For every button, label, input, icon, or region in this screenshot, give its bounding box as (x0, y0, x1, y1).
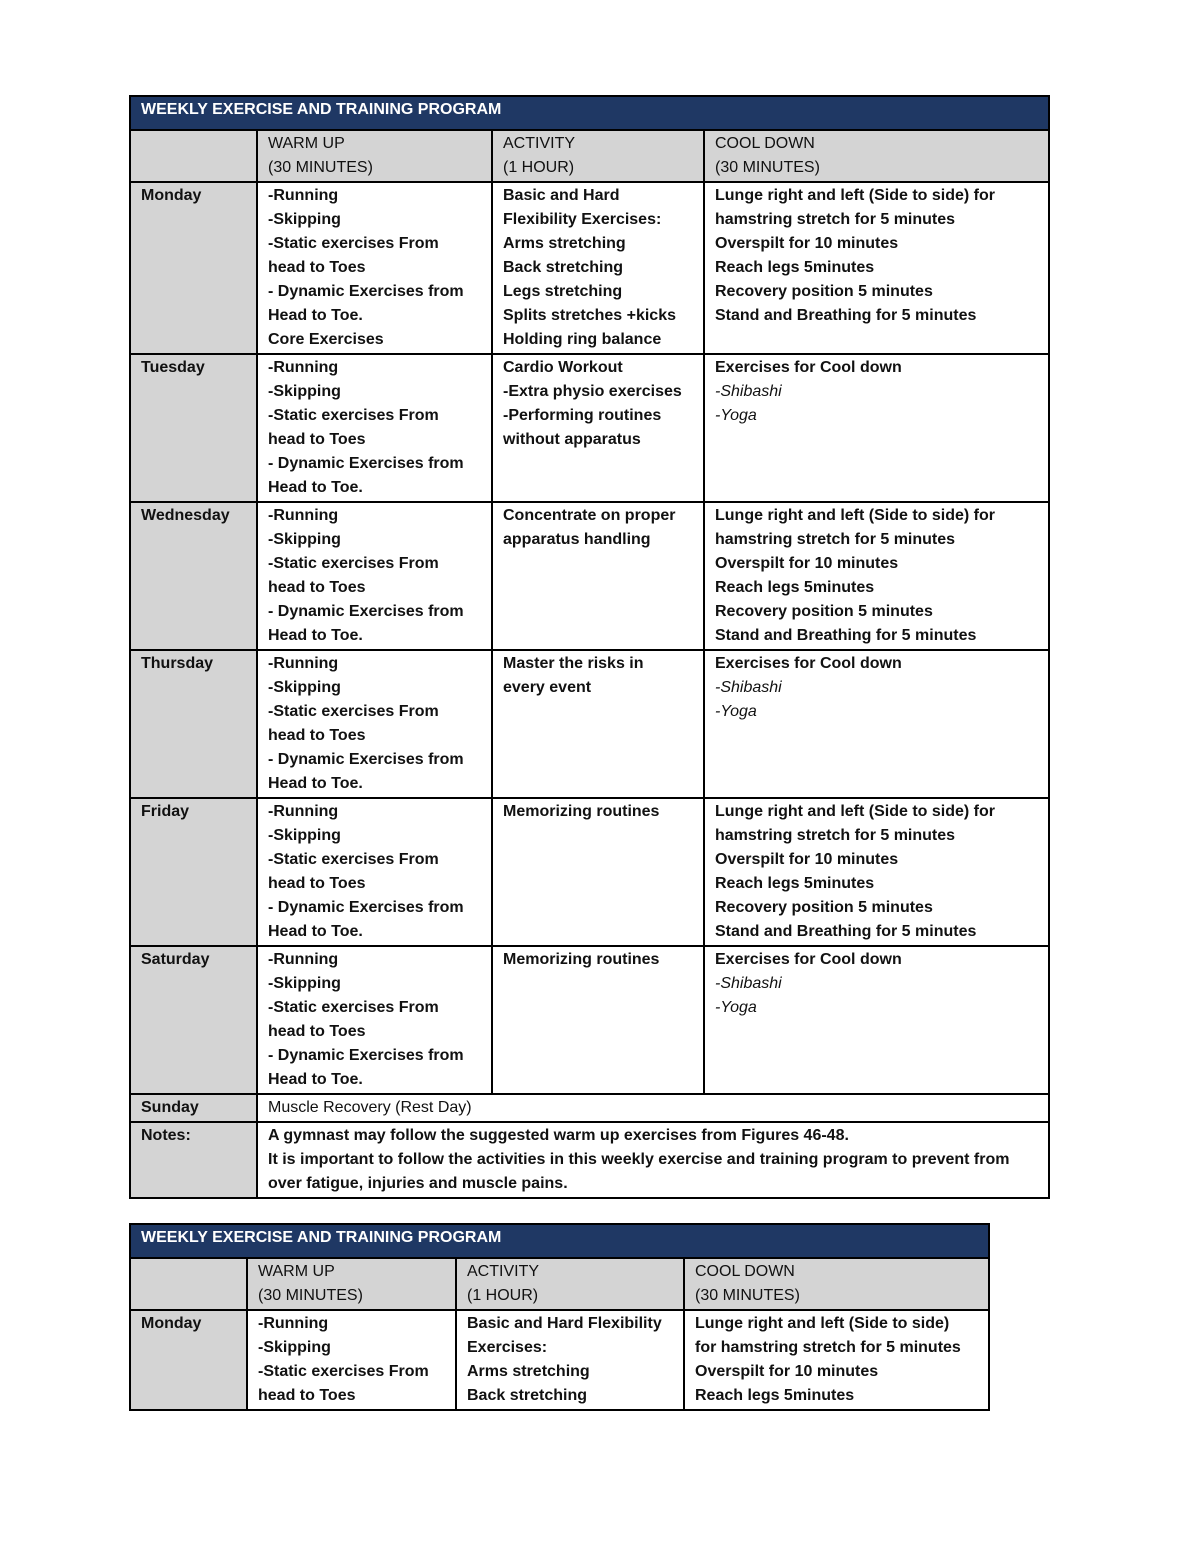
day-cell: Monday (130, 1310, 247, 1410)
cell-line: Overspilt for 10 minutes (715, 555, 899, 572)
cool-down-cell (704, 798, 1049, 946)
cell-line: Legs stretching (503, 283, 623, 300)
cool-down-cell (684, 1310, 989, 1410)
cell-line: Lunge right and left (Side to side) (695, 1315, 950, 1332)
cell-line: Head to Toe. (268, 479, 363, 496)
cell-line: -Yoga (715, 703, 757, 720)
activity-cell (492, 502, 704, 650)
warm-up-cell (257, 182, 492, 354)
header-line: WARM UP (268, 135, 345, 152)
cell-line: Exercises: (467, 1339, 548, 1356)
cell-line: Overspilt for 10 minutes (695, 1363, 879, 1380)
warm-up-cell (257, 946, 492, 1094)
cell-line: -Static exercises From (258, 1363, 429, 1380)
header-day (130, 130, 257, 182)
cell-line: -Static exercises From (268, 555, 439, 572)
cell-line: Lunge right and left (Side to side) for (715, 507, 995, 524)
cell-line: Recovery position 5 minutes (715, 603, 933, 620)
header-day (130, 1258, 247, 1310)
cell-line: Exercises for Cool down (715, 655, 902, 672)
activity-cell (456, 1310, 684, 1410)
cell-line: without apparatus (503, 431, 641, 448)
cell-line: Stand and Breathing for 5 minutes (715, 627, 977, 644)
table-row (130, 650, 1049, 798)
cell-line: -Yoga (715, 999, 757, 1016)
cell-line: Splits stretches +kicks (503, 307, 676, 324)
cell-line: Stand and Breathing for 5 minutes (715, 307, 977, 324)
cell-line: Holding ring balance (503, 331, 662, 348)
table-header-row (130, 130, 1049, 182)
day-cell: Saturday (130, 946, 257, 1094)
cell-line: Basic and Hard Flexibility (467, 1315, 662, 1332)
table-row (130, 946, 1049, 1094)
warm-up-cell (257, 354, 492, 502)
warm-up-cell (257, 798, 492, 946)
day-cell: Sunday (130, 1094, 257, 1122)
cell-line: hamstring stretch for 5 minutes (715, 531, 956, 548)
cool-down-cell (704, 182, 1049, 354)
table-title-row (130, 1224, 989, 1258)
header-activity (492, 130, 704, 182)
cell-line: -Static exercises From (268, 851, 439, 868)
cell-line: Flexibility Exercises: (503, 211, 662, 228)
table-body (130, 1310, 989, 1410)
warm-up-cell (257, 650, 492, 798)
header-line: (30 MINUTES) (268, 159, 373, 176)
cell-line: -Skipping (268, 211, 341, 228)
cell-line: -Static exercises From (268, 235, 439, 252)
cell-line: head to Toes (268, 727, 366, 744)
day-cell: Thursday (130, 650, 257, 798)
cell-line: -Skipping (268, 383, 341, 400)
table-body (130, 182, 1049, 1094)
notes-label: Notes: (130, 1122, 257, 1198)
cell-line: Recovery position 5 minutes (715, 283, 933, 300)
cell-line: head to Toes (268, 579, 366, 596)
header-line: (30 MINUTES) (695, 1287, 800, 1304)
day-cell: Friday (130, 798, 257, 946)
header-line: COOL DOWN (715, 135, 815, 152)
cell-line: Back stretching (467, 1387, 588, 1404)
cell-line: every event (503, 679, 592, 696)
cell-line: Lunge right and left (Side to side) for (715, 803, 995, 820)
notes-line: A gymnast may follow the suggested warm up exercises from Figures 46-48. (268, 1127, 849, 1144)
cell-line: Basic and Hard (503, 187, 620, 204)
rest-day-cell (257, 1094, 1049, 1122)
header-line: (1 HOUR) (503, 159, 575, 176)
cell-line: Head to Toe. (268, 923, 363, 940)
cell-line: -Static exercises From (268, 407, 439, 424)
cell-line: Reach legs 5minutes (715, 875, 875, 892)
table-row (130, 502, 1049, 650)
cell-line: Head to Toe. (268, 627, 363, 644)
table-title: WEEKLY EXERCISE AND TRAINING PROGRAM (130, 1224, 989, 1258)
cell-line: -Shibashi (715, 383, 782, 400)
cool-down-cell (704, 650, 1049, 798)
header-warm-up (257, 130, 492, 182)
cell-line: Head to Toe. (268, 775, 363, 792)
cell-line: - Dynamic Exercises from (268, 1047, 464, 1064)
cell-line: -Running (268, 187, 339, 204)
cell-line: -Skipping (258, 1339, 331, 1356)
cool-down-cell (704, 946, 1049, 1094)
header-line: (30 MINUTES) (715, 159, 820, 176)
header-activity (456, 1258, 684, 1310)
activity-cell (492, 650, 704, 798)
cell-line: -Static exercises From (268, 703, 439, 720)
table-row (130, 354, 1049, 502)
cell-line: -Static exercises From (268, 999, 439, 1016)
cell-line: - Dynamic Exercises from (268, 455, 464, 472)
rest-day-text: Muscle Recovery (Rest Day) (268, 1099, 472, 1116)
notes-line: It is important to follow the activities in this weekly exercise and training program to prevent from over fatigue, injuries and muscle pains. (268, 1151, 1010, 1192)
cell-line: -Shibashi (715, 679, 782, 696)
cell-line: - Dynamic Exercises from (268, 751, 464, 768)
header-warm-up (247, 1258, 456, 1310)
notes-row (130, 1122, 1049, 1198)
header-line: ACTIVITY (503, 135, 576, 152)
cell-line: -Yoga (715, 407, 757, 424)
cell-line: Head to Toe. (268, 307, 363, 324)
cell-line: - Dynamic Exercises from (268, 283, 464, 300)
table-row (130, 1310, 989, 1410)
header-line: WARM UP (258, 1263, 335, 1280)
cell-line: for hamstring stretch for 5 minutes (695, 1339, 961, 1356)
header-line: (1 HOUR) (467, 1287, 539, 1304)
cell-line: -Running (268, 803, 339, 820)
activity-cell (492, 798, 704, 946)
cell-line: -Running (268, 951, 339, 968)
cell-line: head to Toes (268, 259, 366, 276)
cell-line: head to Toes (268, 875, 366, 892)
table-row (130, 798, 1049, 946)
cell-line: Exercises for Cool down (715, 359, 902, 376)
weekly-program-table (129, 95, 1050, 1199)
activity-cell (492, 946, 704, 1094)
notes-cell (257, 1122, 1049, 1198)
table-title: WEEKLY EXERCISE AND TRAINING PROGRAM (130, 96, 1049, 130)
cell-line: hamstring stretch for 5 minutes (715, 827, 956, 844)
cell-line: Stand and Breathing for 5 minutes (715, 923, 977, 940)
day-cell: Wednesday (130, 502, 257, 650)
cell-line: Exercises for Cool down (715, 951, 902, 968)
cell-line: hamstring stretch for 5 minutes (715, 211, 956, 228)
header-cool-down (684, 1258, 989, 1310)
cell-line: Memorizing routines (503, 803, 660, 820)
cell-line: head to Toes (258, 1387, 356, 1404)
cell-line: Arms stretching (503, 235, 626, 252)
cell-line: -Skipping (268, 679, 341, 696)
header-line: COOL DOWN (695, 1263, 795, 1280)
cell-line: -Shibashi (715, 975, 782, 992)
cell-line: -Performing routines (503, 407, 662, 424)
cell-line: Back stretching (503, 259, 624, 276)
cell-line: - Dynamic Exercises from (268, 899, 464, 916)
cell-line: Memorizing routines (503, 951, 660, 968)
cell-line: Reach legs 5minutes (715, 259, 875, 276)
cell-line: -Skipping (268, 827, 341, 844)
cell-line: Concentrate on proper (503, 507, 676, 524)
warm-up-cell (257, 502, 492, 650)
cell-line: apparatus handling (503, 531, 651, 548)
table-header-row (130, 1258, 989, 1310)
cool-down-cell (704, 354, 1049, 502)
cell-line: - Dynamic Exercises from (268, 603, 464, 620)
activity-cell (492, 182, 704, 354)
header-line: ACTIVITY (467, 1263, 540, 1280)
day-cell: Monday (130, 182, 257, 354)
cell-line: Reach legs 5minutes (695, 1387, 855, 1404)
weekly-program-table-preview (129, 1223, 990, 1411)
cell-line: -Running (268, 655, 339, 672)
cell-line: Recovery position 5 minutes (715, 899, 933, 916)
cell-line: Lunge right and left (Side to side) for (715, 187, 995, 204)
cell-line: -Running (268, 359, 339, 376)
cell-line: -Skipping (268, 531, 341, 548)
header-cool-down (704, 130, 1049, 182)
cool-down-cell (704, 502, 1049, 650)
warm-up-cell (247, 1310, 456, 1410)
day-cell: Tuesday (130, 354, 257, 502)
cell-line: -Running (268, 507, 339, 524)
cell-line: Reach legs 5minutes (715, 579, 875, 596)
cell-line: Arms stretching (467, 1363, 590, 1380)
cell-line: head to Toes (268, 431, 366, 448)
cell-line: head to Toes (268, 1023, 366, 1040)
cell-line: Master the risks in (503, 655, 644, 672)
activity-cell (492, 354, 704, 502)
table-title-row (130, 96, 1049, 130)
cell-line: Cardio Workout (503, 359, 623, 376)
sunday-row (130, 1094, 1049, 1122)
header-line: (30 MINUTES) (258, 1287, 363, 1304)
cell-line: Head to Toe. (268, 1071, 363, 1088)
cell-line: -Extra physio exercises (503, 383, 682, 400)
cell-line: Core Exercises (268, 331, 384, 348)
cell-line: -Skipping (268, 975, 341, 992)
cell-line: -Running (258, 1315, 329, 1332)
table-row (130, 182, 1049, 354)
cell-line: Overspilt for 10 minutes (715, 235, 899, 252)
cell-line: Overspilt for 10 minutes (715, 851, 899, 868)
